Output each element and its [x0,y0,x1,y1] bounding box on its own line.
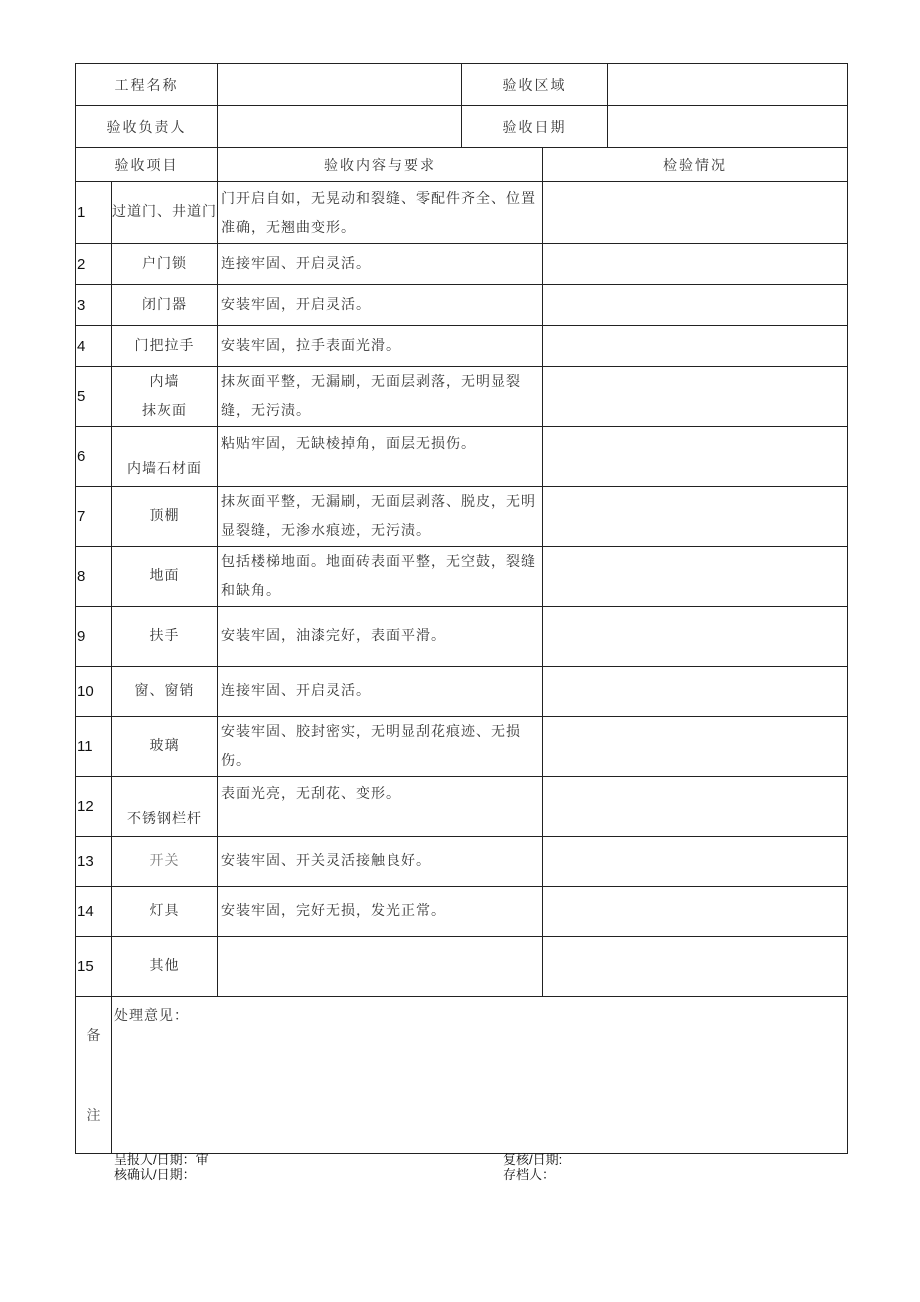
row-item-line: 抹灰面 [142,402,187,419]
row-content: 包括楼梯地面。地面砖表面平整，无空鼓，裂缝和缺角。 [218,547,543,607]
row-item: 户门锁 [112,244,218,285]
row-result[interactable] [543,667,848,717]
table-row [76,887,848,937]
row-content: 表面光亮，无刮花、变形。 [218,777,543,837]
table-row [76,777,848,837]
notes-side-top: 备 [86,1028,101,1044]
row-result[interactable] [543,326,848,367]
table-row [76,667,848,717]
table-row [76,182,848,244]
footer-right-line2: 存档人： [503,1167,556,1182]
row-result[interactable] [543,777,848,837]
row-item-line: 内墙 [149,373,180,390]
date-label: 验收日期 [462,106,608,148]
row-result[interactable] [543,487,848,547]
notes-field[interactable] [112,997,848,1154]
row-item: 不锈钢栏杆 [112,777,218,837]
row-item: 地面 [112,547,218,607]
row-content[interactable] [218,937,543,997]
row-item: 其他 [112,937,218,997]
row-result[interactable] [543,244,848,285]
table-row [76,937,848,997]
footer-right-line1: 复核/日期: [503,1152,563,1167]
acceptance-table [75,63,848,1154]
column-header-item: 验收项目 [76,148,218,182]
row-content: 安装牢固，开启灵活。 [218,285,543,326]
project-name-field[interactable] [218,64,462,106]
notes-side-bottom: 注 [86,1108,101,1124]
row-item: 门把拉手 [112,326,218,367]
row-number: 10 [76,667,112,717]
row-number: 1 [76,182,112,244]
table-row [76,607,848,667]
notes-row [76,997,848,1154]
row-result[interactable] [543,285,848,326]
date-field[interactable] [608,106,848,148]
row-item: 顶棚 [112,487,218,547]
column-header-row [76,148,848,182]
row-result[interactable] [543,717,848,777]
column-header-content: 验收内容与要求 [218,148,543,182]
person-field[interactable] [218,106,462,148]
row-item: 开关 [112,837,218,887]
row-number: 12 [76,777,112,837]
row-number: 4 [76,326,112,367]
row-item [112,367,218,427]
row-number: 14 [76,887,112,937]
row-content: 抹灰面平整，无漏刷，无面层剥落，无明显裂缝，无污渍。 [218,367,543,427]
row-content: 安装牢固，油漆完好，表面平滑。 [218,607,543,667]
row-item: 玻璃 [112,717,218,777]
row-item: 内墙石材面 [112,427,218,487]
table-row [76,367,848,427]
column-header-result: 检验情况 [543,148,848,182]
table-row [76,487,848,547]
table-row [76,837,848,887]
notes-side-label [76,997,112,1154]
row-content: 安装牢固，拉手表面光滑。 [218,326,543,367]
footer-left [114,1152,209,1182]
table-row [76,285,848,326]
row-result[interactable] [543,367,848,427]
footer-right [503,1152,562,1182]
row-number: 3 [76,285,112,326]
row-number: 6 [76,427,112,487]
row-item: 窗、窗销 [112,667,218,717]
row-number: 15 [76,937,112,997]
row-content: 连接牢固、开启灵活。 [218,244,543,285]
row-number: 2 [76,244,112,285]
row-result[interactable] [543,937,848,997]
row-content: 安装牢固、胶封密实，无明显刮花痕迹、无损伤。 [218,717,543,777]
table-row [76,427,848,487]
row-result[interactable] [543,547,848,607]
row-item: 灯具 [112,887,218,937]
footer-left-line1: 呈报人/日期：审 [114,1152,209,1167]
row-item: 闭门器 [112,285,218,326]
header-row-1 [76,64,848,106]
footer-left-line2: 核确认/日期： [114,1167,196,1182]
row-content: 门开启自如，无晃动和裂缝、零配件齐全、位置准确，无翘曲变形。 [218,182,543,244]
row-result[interactable] [543,182,848,244]
row-result[interactable] [543,607,848,667]
area-field[interactable] [608,64,848,106]
table-row [76,244,848,285]
row-number: 13 [76,837,112,887]
row-result[interactable] [543,837,848,887]
row-item: 过道门、井道门 [112,182,218,244]
row-item: 扶手 [112,607,218,667]
row-number: 5 [76,367,112,427]
row-number: 11 [76,717,112,777]
row-number: 7 [76,487,112,547]
person-label: 验收负责人 [76,106,218,148]
table-row [76,326,848,367]
area-label: 验收区域 [462,64,608,106]
row-content: 抹灰面平整，无漏刷，无面层剥落、脱皮，无明显裂缝，无渗水痕迹，无污渍。 [218,487,543,547]
row-result[interactable] [543,427,848,487]
table-row [76,717,848,777]
row-content: 安装牢固，完好无损，发光正常。 [218,887,543,937]
acceptance-form [75,63,847,1154]
project-name-label: 工程名称 [76,64,218,106]
table-row [76,547,848,607]
notes-label: 处理意见： [114,1008,189,1024]
row-content: 粘贴牢固，无缺棱掉角，面层无损伤。 [218,427,543,487]
header-row-2 [76,106,848,148]
row-number: 9 [76,607,112,667]
row-number: 8 [76,547,112,607]
row-content: 安装牢固、开关灵活接触良好。 [218,837,543,887]
row-content: 连接牢固、开启灵活。 [218,667,543,717]
row-result[interactable] [543,887,848,937]
